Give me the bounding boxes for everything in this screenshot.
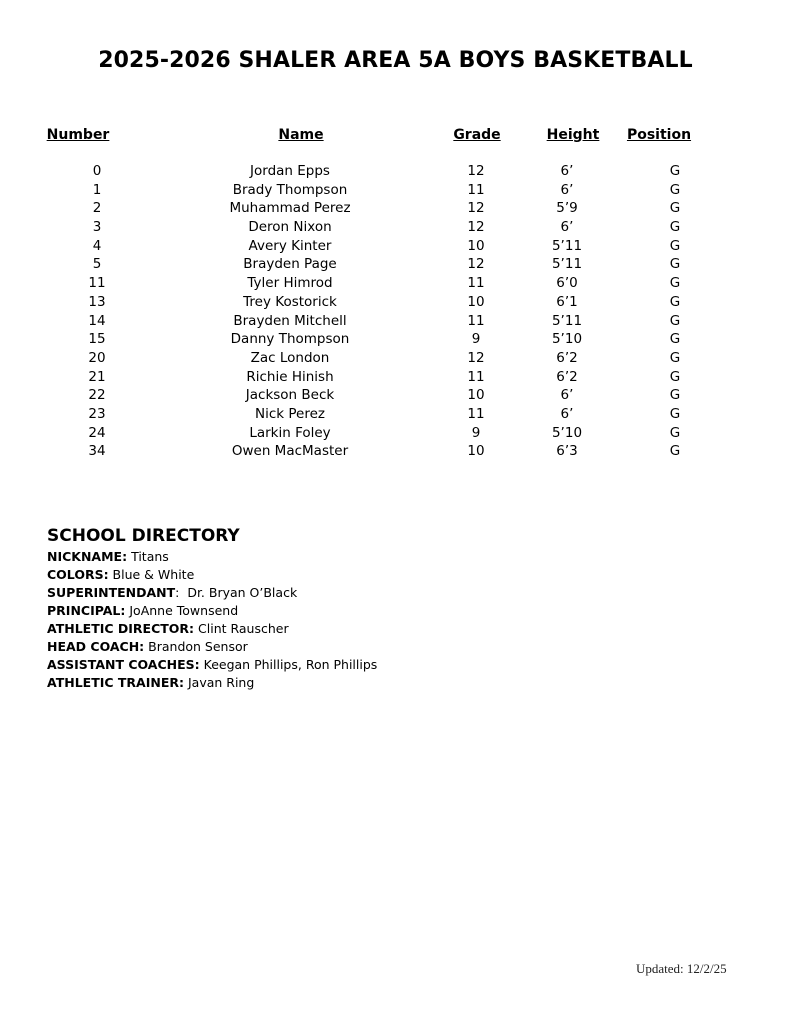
table-row: [0, 330, 791, 349]
player-number: 2: [92, 200, 102, 217]
player-number: 4: [92, 237, 102, 254]
table-row: [0, 442, 791, 461]
directory-label: COLORS:: [47, 567, 109, 582]
player-position: G: [669, 163, 681, 179]
table-row: [0, 386, 791, 405]
table-row: [0, 237, 791, 256]
header-number: Number: [46, 127, 110, 143]
directory-value: : Dr. Bryan O’Black: [175, 585, 298, 600]
player-height: 6’: [560, 181, 574, 198]
player-number: 24: [88, 424, 106, 441]
directory-value: Titans: [127, 549, 169, 564]
player-position: G: [669, 368, 681, 385]
player-height: 5’10: [551, 331, 583, 348]
player-position: G: [669, 405, 681, 422]
player-height: 5’9: [556, 200, 578, 217]
player-number: 34: [88, 443, 106, 460]
directory-label: ATHLETIC TRAINER:: [47, 675, 184, 690]
player-name: Jordan Epps: [250, 163, 330, 179]
table-row: [0, 218, 791, 237]
player-position: G: [669, 293, 681, 310]
directory-value: Keegan Phillips, Ron Phillips: [199, 657, 378, 672]
directory-value: Clint Rauscher: [194, 621, 289, 636]
roster-rows: [0, 162, 791, 461]
table-row: [0, 405, 791, 424]
player-name: Deron Nixon: [248, 219, 332, 236]
player-grade: 11: [467, 368, 485, 385]
player-height: 5’11: [551, 237, 583, 254]
directory-label: PRINCIPAL:: [47, 603, 126, 618]
directory-value: Brandon Sensor: [144, 639, 248, 654]
directory-entry: [47, 620, 377, 638]
directory-entry: [47, 638, 377, 656]
player-name: Owen MacMaster: [231, 443, 349, 460]
player-name: Danny Thompson: [230, 331, 350, 348]
player-position: G: [669, 443, 681, 460]
player-number: 3: [92, 219, 102, 236]
player-grade: 11: [467, 275, 485, 292]
player-grade: 12: [467, 219, 485, 236]
directory-entry: [47, 602, 377, 620]
page-title: 2025-2026 SHALER AREA 5A BOYS BASKETBALL: [98, 48, 693, 73]
roster-table: [0, 125, 791, 461]
player-grade: 12: [467, 256, 485, 273]
directory-lines: [47, 548, 377, 692]
directory-label: NICKNAME:: [47, 549, 128, 564]
player-position: G: [669, 200, 681, 217]
roster-header-row: [0, 125, 791, 145]
directory-entry: [47, 674, 377, 692]
player-grade: 9: [471, 424, 481, 441]
player-number: 0: [92, 163, 102, 179]
header-height: Height: [546, 127, 600, 143]
player-grade: 11: [467, 405, 485, 422]
player-number: 5: [92, 256, 102, 273]
player-grade: 10: [467, 443, 485, 460]
player-grade: 12: [467, 349, 485, 366]
school-directory: [47, 526, 377, 692]
player-position: G: [669, 219, 681, 236]
directory-label: ATHLETIC DIRECTOR:: [47, 621, 195, 636]
directory-label: ASSISTANT COACHES:: [47, 657, 200, 672]
player-height: 6’2: [556, 368, 578, 385]
player-height: 6’2: [556, 349, 578, 366]
player-number: 15: [88, 331, 106, 348]
player-position: G: [669, 331, 681, 348]
player-number: 21: [88, 368, 106, 385]
table-row: [0, 293, 791, 312]
player-height: 6’: [560, 163, 574, 179]
player-number: 20: [88, 349, 106, 366]
player-grade: 12: [467, 200, 485, 217]
player-height: 5’10: [551, 424, 583, 441]
player-height: 5’11: [551, 256, 583, 273]
directory-label: SUPERINTENDANT: [47, 585, 176, 600]
player-grade: 11: [467, 181, 485, 198]
directory-value: Blue & White: [108, 567, 195, 582]
player-grade: 10: [467, 387, 485, 404]
player-name: Brayden Page: [243, 256, 337, 273]
player-height: 6’: [560, 405, 574, 422]
player-number: 23: [88, 405, 106, 422]
directory-entry: [47, 656, 377, 674]
player-position: G: [669, 237, 681, 254]
table-row: [0, 199, 791, 218]
player-position: G: [669, 256, 681, 273]
player-name: Richie Hinish: [246, 368, 334, 385]
player-position: G: [669, 387, 681, 404]
player-height: 6’: [560, 387, 574, 404]
player-height: 6’0: [556, 275, 578, 292]
table-row: [0, 368, 791, 387]
player-number: 14: [88, 312, 106, 329]
player-position: G: [669, 275, 681, 292]
table-row: [0, 162, 791, 181]
player-name: Larkin Foley: [249, 424, 331, 441]
header-grade: Grade: [453, 127, 501, 143]
player-name: Nick Perez: [255, 405, 325, 422]
table-row: [0, 424, 791, 443]
header-name: Name: [278, 127, 324, 143]
player-grade: 9: [471, 331, 481, 348]
directory-entry: [47, 584, 377, 602]
directory-entry: [47, 566, 377, 584]
player-number: 1: [92, 181, 102, 198]
player-name: Avery Kinter: [248, 237, 332, 254]
player-grade: 10: [467, 293, 485, 310]
player-position: G: [669, 312, 681, 329]
updated-date: Updated: 12/2/25: [636, 961, 727, 976]
player-number: 13: [88, 293, 106, 310]
directory-entry: [47, 548, 377, 566]
table-row: [0, 312, 791, 331]
player-name: Brady Thompson: [232, 181, 348, 198]
player-number: 11: [88, 275, 106, 292]
player-name: Jackson Beck: [245, 387, 335, 404]
table-row: [0, 181, 791, 200]
player-height: 5’11: [551, 312, 583, 329]
player-grade: 12: [467, 163, 485, 179]
player-position: G: [669, 349, 681, 366]
player-number: 22: [88, 387, 106, 404]
player-name: Brayden Mitchell: [233, 312, 347, 329]
player-grade: 11: [467, 312, 485, 329]
player-name: Tyler Himrod: [247, 275, 333, 292]
player-name: Muhammad Perez: [229, 200, 351, 217]
player-name: Zac London: [250, 349, 330, 366]
player-grade: 10: [467, 237, 485, 254]
table-row: [0, 255, 791, 274]
directory-label: HEAD COACH:: [47, 639, 145, 654]
player-height: 6’: [560, 219, 574, 236]
player-name: Trey Kostorick: [243, 293, 337, 310]
player-position: G: [669, 181, 681, 198]
player-position: G: [669, 424, 681, 441]
header-position: Position: [626, 127, 692, 143]
table-row: [0, 274, 791, 293]
table-row: [0, 349, 791, 368]
player-height: 6’3: [556, 443, 578, 460]
player-height: 6’1: [556, 293, 578, 310]
directory-value: Javan Ring: [184, 675, 255, 690]
directory-title: SCHOOL DIRECTORY: [47, 526, 240, 546]
directory-value: JoAnne Townsend: [125, 603, 239, 618]
